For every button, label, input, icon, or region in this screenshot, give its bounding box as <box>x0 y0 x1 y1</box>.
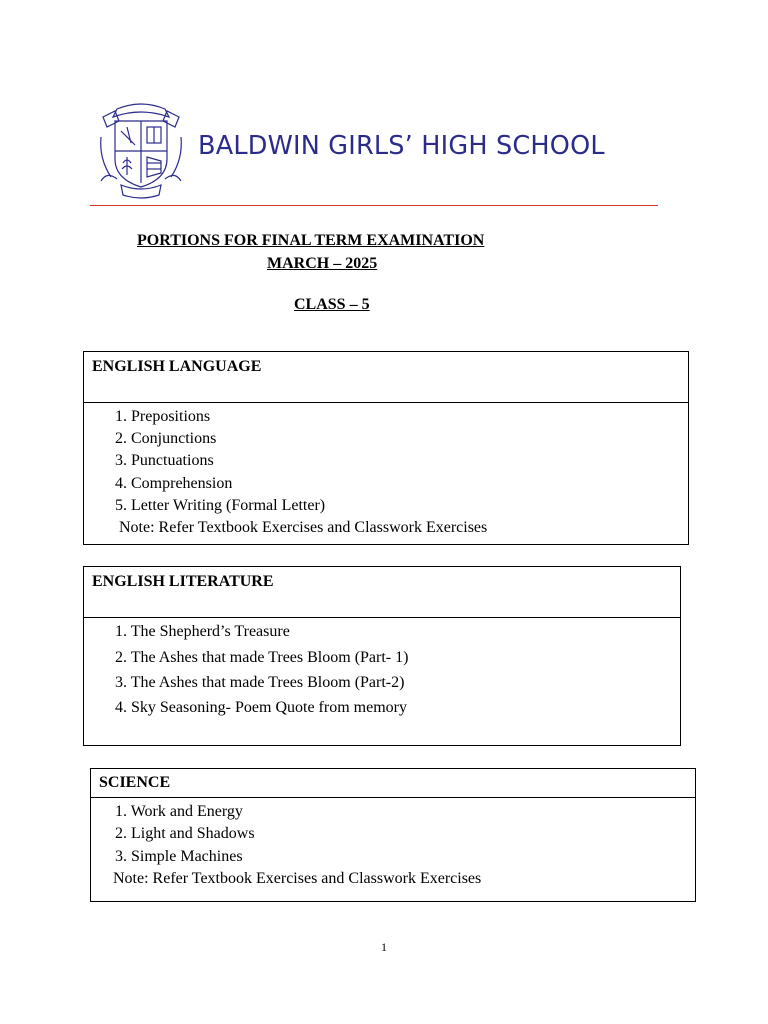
section-heading: ENGLISH LANGUAGE <box>84 352 688 403</box>
school-crest-icon <box>97 97 185 199</box>
list-item: 3. The Ashes that made Trees Bloom (Part-2) <box>115 674 405 691</box>
header-divider <box>90 205 658 206</box>
page-subtitle: MARCH – 2025 <box>267 255 378 272</box>
section-english-language <box>83 351 689 545</box>
section-heading: SCIENCE <box>91 769 695 798</box>
list-item: 5. Letter Writing (Formal Letter) <box>115 497 326 514</box>
list-item: 4. Sky Seasoning- Poem Quote from memory <box>115 699 407 716</box>
section-english-literature <box>83 566 681 746</box>
section-heading: ENGLISH LITERATURE <box>84 567 680 618</box>
list-item: 2. The Ashes that made Trees Bloom (Part- 1) <box>115 649 409 666</box>
page-title: PORTIONS FOR FINAL TERM EXAMINATION <box>137 232 485 249</box>
section-science <box>90 768 696 902</box>
class-label: CLASS – 5 <box>294 296 370 313</box>
list-item: 1. Work and Energy <box>115 803 243 820</box>
list-item: 1. Prepositions <box>115 408 211 425</box>
page-number: 1 <box>381 940 387 954</box>
list-item: 3. Punctuations <box>115 452 214 469</box>
list-item: 1. The Shepherd’s Treasure <box>115 623 290 640</box>
school-name: BALDWIN GIRLS’ HIGH SCHOOL <box>198 131 605 161</box>
section-note: Note: Refer Textbook Exercises and Classwork Exercises <box>119 519 488 536</box>
list-item: 2. Light and Shadows <box>115 825 255 842</box>
list-item: 2. Conjunctions <box>115 430 217 447</box>
list-item: 3. Simple Machines <box>115 848 243 865</box>
section-note: Note: Refer Textbook Exercises and Classwork Exercises <box>113 870 482 887</box>
list-item: 4. Comprehension <box>115 475 233 492</box>
